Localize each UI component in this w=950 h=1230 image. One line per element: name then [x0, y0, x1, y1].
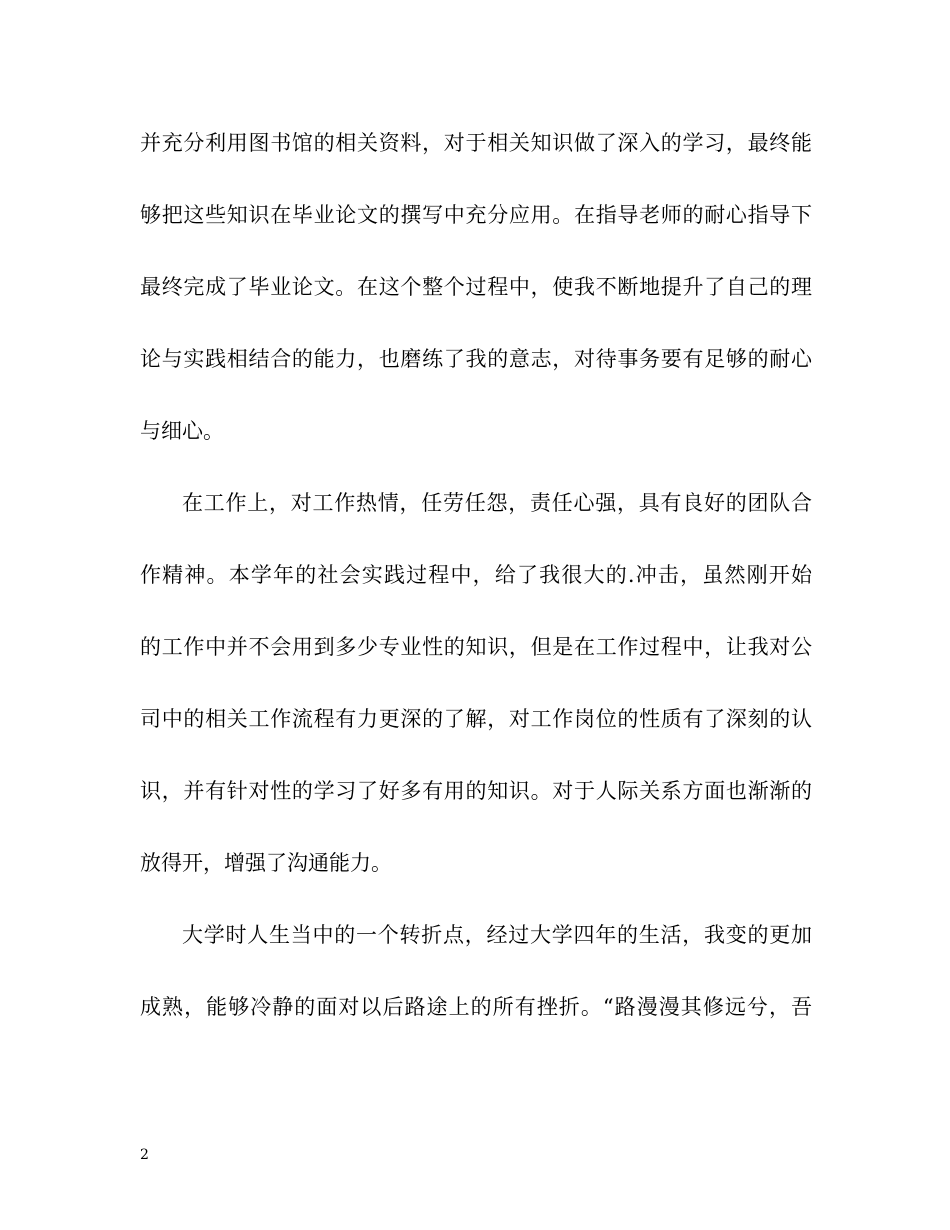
body-line-10: 识，并有针对性的学习了好多有用的知识。对于人际关系方面也渐渐的 [140, 779, 812, 803]
body-line-11: 放得开，增强了沟通能力。 [140, 851, 392, 875]
body-line-3: 最终完成了毕业论文。在这个整个过程中，使我不断地提升了自己的理 [140, 275, 812, 299]
page-number: 2 [140, 1147, 149, 1163]
body-line-6: 在工作上，对工作热情，任劳任怨，责任心强，具有良好的团队合 [182, 491, 812, 515]
body-line-9: 司中的相关工作流程有力更深的了解，对工作岗位的性质有了深刻的认 [140, 707, 812, 731]
body-line-7: 作精神。本学年的社会实践过程中，给了我很大的.冲击，虽然刚开始 [140, 563, 812, 587]
body-line-1: 并充分利用图书馆的相关资料，对于相关知识做了深入的学习，最终能 [140, 131, 812, 155]
body-line-5: 与细心。 [140, 419, 224, 443]
body-line-12: 大学时人生当中的一个转折点，经过大学四年的生活，我变的更加 [182, 923, 812, 947]
body-line-2: 够把这些知识在毕业论文的撰写中充分应用。在指导老师的耐心指导下 [140, 203, 812, 227]
body-line-4: 论与实践相结合的能力，也磨练了我的意志，对待事务要有足够的耐心 [140, 347, 812, 371]
body-line-13: 成熟，能够冷静的面对以后路途上的所有挫折。“路漫漫其修远兮，吾 [140, 995, 812, 1019]
body-line-8: 的工作中并不会用到多少专业性的知识，但是在工作过程中，让我对公 [140, 635, 812, 659]
